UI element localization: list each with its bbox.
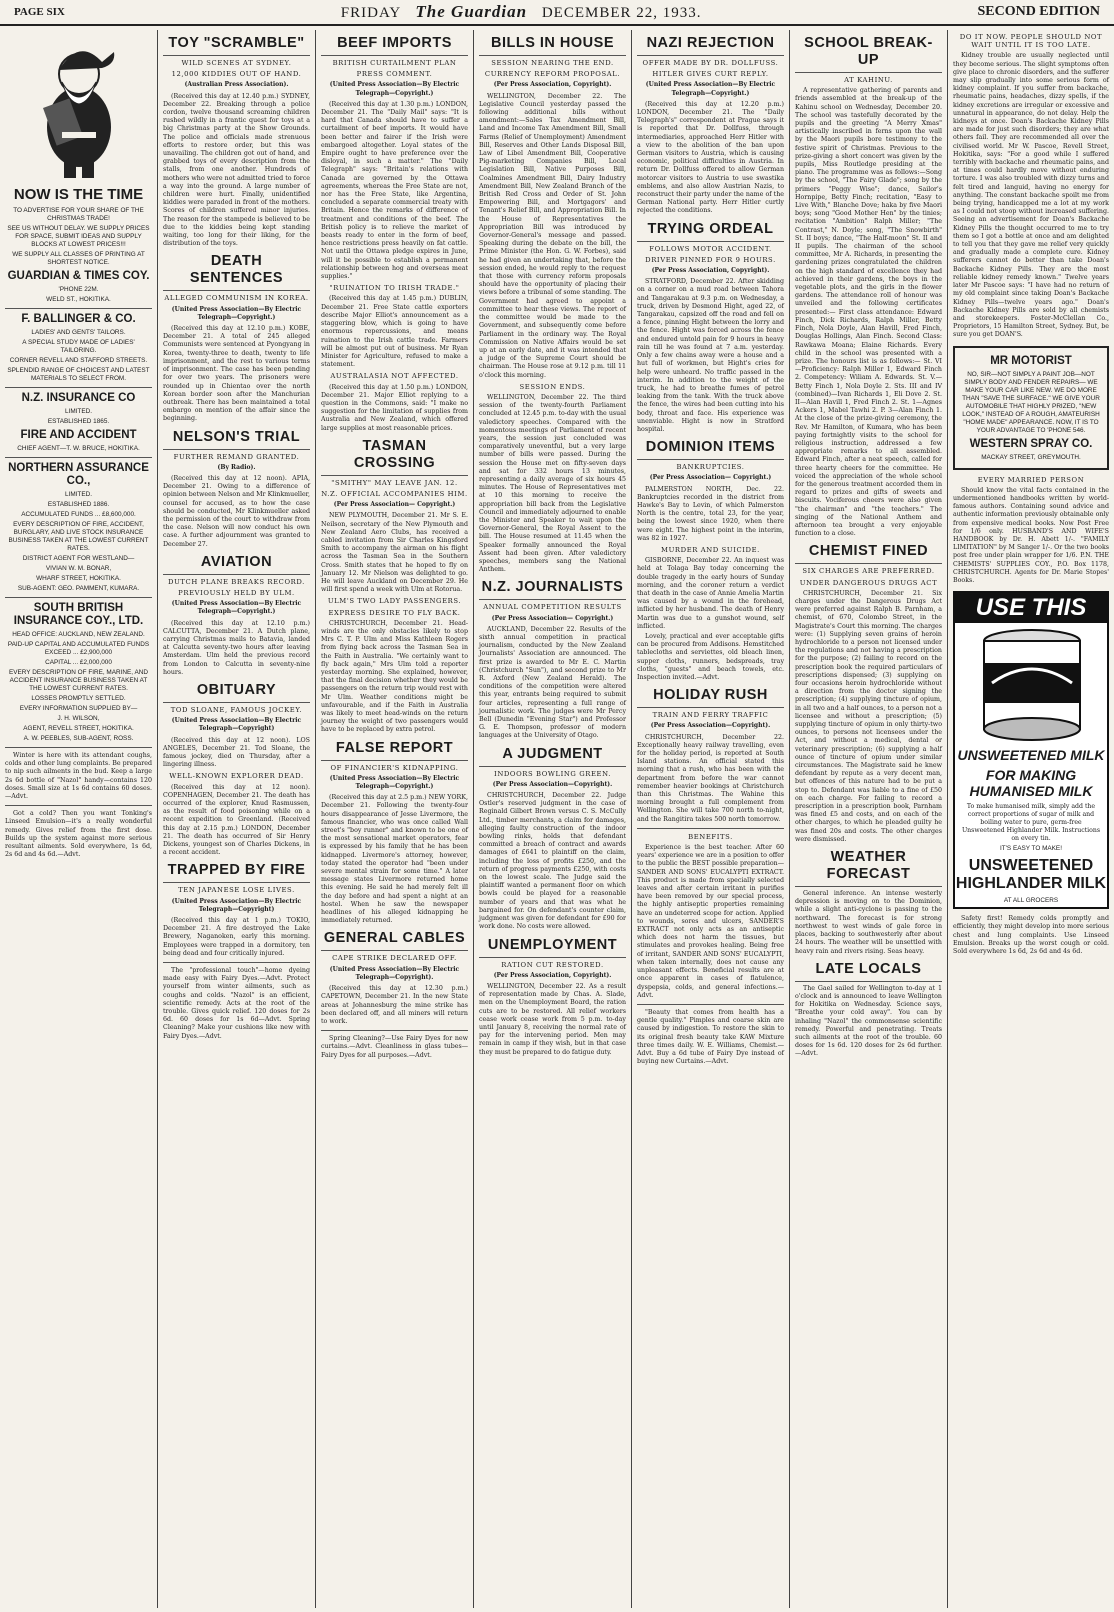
ad-milk-grocers: AT ALL GROCERS	[1003, 897, 1059, 905]
headline-weather-forecast: WEATHER FORECAST	[795, 849, 942, 887]
subhead: WILD SCENES AT SYDNEY.	[181, 59, 292, 67]
subhead: DUTCH PLANE BREAKS RECORD.	[168, 577, 305, 586]
column-4	[474, 30, 632, 1608]
article-body: WELLINGTON, December 22. The Legislative Council yesterday passed the following additional bills without amendment:—Sales Tax Amendment Bill, Land and Income Tax Amendment Bill, Small Farms (Relief of Unemployment) Amendment Bill, Reserves and Other Lands Disposal Bill, Law of Libel Amendment Bill, Cooperative Pig-marketing Companies Bill, Local Legislation Bill, Native Purposes Bill, Coalmines Amendment Bill, Dairy Industry Amendment Bill, New Zealand Branch of the British Red Cross and Order of St. John Empowering Bill, and Mortgagors' and Tenant's Relief Bill, and Appropriation Bill. In the House of Representatives the Appropriation Bill was introduced by Governor-General's message and passed. Speaking during the debate on the bill, the Prime Minister (the Hon. G. W. Forbes), said he had given an undertaking that, before the session ended, he would reply to the request that those with currency reform proposals should have the opportunity of placing their views before a tribunal of some standing. The Government had agreed to appoint a committee to hear these views. The report of the committee would be made to the Government, and subsequently come before Parliament in the ordinary way. The Royal Commission on Native Affairs would be set up at an early date, and it was intended that a judge of the Supreme Court should be chairman. The House rose at 9.12 p.m. till 11 o'clock this morning.	[479, 92, 626, 379]
subhead: BRITISH CURTAILMENT PLAN	[332, 59, 457, 67]
article-body: WELLINGTON, December 22. As a result of representation made by Chas. A. Slade, men on the Unemployment Board, the ration cuts are to be restored. All relief workers cease work cease work from 5 p.m. to-day until January 8, receiving the normal rate of pay for the intervening period. Men may remain in camp if they wish, but in that case they must be prepared to do fatigue duty.	[479, 982, 626, 1056]
ad-northern-line-4: EVERY DESCRIPTION OF FIRE, ACCIDENT, BURGLARY, AND LIVE STOCK INSURANCE BUSINESS TAKEN AT THE LOWEST CURRENT RATES.	[8, 521, 149, 552]
ad-married-person-heading: EVERY MARRIED PERSON	[977, 475, 1085, 484]
page-columns	[0, 30, 1114, 1608]
press-credit: (By Radio).	[217, 463, 256, 471]
subhead: TEN JAPANESE LOSE LIVES.	[178, 886, 295, 895]
masthead	[0, 0, 1114, 26]
subhead: HITLER GIVES CURT REPLY.	[652, 70, 769, 79]
headline-nelsons-trial: NELSON'S TRIAL	[163, 429, 310, 450]
headline-general-cables: GENERAL CABLES	[321, 930, 468, 951]
article-body: CHRISTCHURCH, December 22. Judge Ostler's reserved judgment in the case of Reginald Gilbert Brown versus C. S. McCully Ltd., timber merchants, a claim for damages, alleging faulty construction of the indoor bowling rinks, holds that defendant committed a breach of contract and awards damages of £641 to plaintiff on the claim, including the loss of profits £250, and the return of progress payments £250, with costs on the lowest scale. The Judge said the plaintiff wanted a permanent floor on which bowls could be played for a reasonable number of years and that was what he bargained for. On defendant's counter claim, judgment was given for defendant for £90 for work done. No costs were allowed.	[479, 792, 626, 931]
article-body: NEW PLYMOUTH, December 21. Mr S. E. Neilson, secretary of the New Plymouth and New Zealand Aero Clubs, has received a cabled invitation from Sir Charles Kingsford Smith to accompany the airman on his flight across the Tasman Sea in the Southern Cross. Smith states that he hoped to fly on January 12. Mr Nielson was delighted to go. He will leave Auckland on December 29. He will first spend a week with Ulm at Rotorua.	[321, 512, 468, 594]
ad-mr-motorist-title: MR MOTORIST	[990, 354, 1072, 367]
subhead: SESSION ENDS.	[519, 382, 586, 391]
advertisement-snippets: The "professional touch"—home dyeing made easy with Fairy Dyes.—Advt. Protect yourself from winter ailments, such as coughs and colds. "Nazol" is an efficient, scientific remedy. Acts at the root of the trouble. Gives quick relief. 120 doses for 2s 6d. 60 doses for 1s 6d—Advt. Spring Cleaning? Make your cushions like new with Fairy Dyes.—Advt.	[163, 967, 310, 1040]
ad-northern-line-6: VIVIAN W. M. BONAR,	[45, 565, 112, 572]
press-credit: (United Press Association—By Electric Telegraph—Copyright).	[329, 965, 460, 981]
ad-now-is-the-time-line-1: TO ADVERTISE FOR YOUR SHARE OF THE CHRISTMAS TRADE!	[13, 207, 144, 222]
ad-now-is-the-time-line-2: SEE US WITHOUT DELAY. WE SUPPLY PRICES FOR SPACE, SUBMIT IDEAS AND SUPPLY BLOCKS AT LOWEST PRICES!!!	[7, 225, 150, 248]
subhead: "SMITHY" MAY LEAVE JAN. 12.	[331, 478, 458, 487]
ad-doans-heading: DO IT NOW. PEOPLE SHOULD NOT WAIT UNTIL IT IS TOO LATE.	[959, 33, 1103, 50]
article-body: (Received this day at 12.10 p.m.) KOBE, December 21. A total of 245 alleged Communists were sentenced at Pyongyang in Korea, twenty-three to death, twenty to life imprisonment, and the rest to various terms of imprisonment. The case has been pending for over two years. The prisoners were rounded up in Chientao over the north Korean border soon after the Manchurian outbreak. There has been maintained a total embargo on mention of the affair since the beginning.	[163, 325, 310, 423]
headline-beef-imports: BEEF IMPORTS	[321, 35, 468, 56]
subhead: CURRENCY REFORM PROPOSAL.	[484, 70, 621, 79]
subhead: INDOORS BOWLING GREEN.	[494, 769, 611, 778]
ad-milk-tagline: FOR MAKING HUMANISED MILK	[969, 767, 1093, 800]
press-credit: (United Press Association—By Electric Telegraph—Copyright.)	[645, 81, 776, 97]
article-body: GISBORNE, December 22. An inquest was held at Tolaga Bay today concerning the double tragedy in the early hours of Sunday morning, and the coroner return a verdict that death in the case of Annie Amelia Martin was caused by a wound in the forehead, inflicted by her husband. The death of Henry Martin was due to a gunshot wound, self inflicted.	[637, 557, 784, 630]
ad-northern-line-3: ACCUMULATED FUNDS ... £8,600,000.	[21, 511, 136, 518]
column-2	[158, 30, 316, 1608]
ad-south-british-line-3: CAPITAL ... £2,000,000	[45, 659, 112, 666]
subhead: OFFER MADE BY DR. DOLLFUSS.	[642, 59, 779, 67]
article-body: (Received this day at 1 p.m.) TOKIO, December 21. A fire destroyed the Lake Brewery, Naganoken, early this morning. Employees were trapped in a dormitory, ten being dead and four critically injured.	[163, 917, 310, 957]
subhead: 12,000 KIDDIES OUT OF HAND.	[171, 70, 302, 79]
subhead: PREVIOUSLY HELD BY ULM.	[178, 588, 295, 597]
press-credit: (Per Press Association—Copyright).	[492, 780, 613, 788]
article-body: (Received this day at 1.45 p.m.) DUBLIN, December 21. Free State cattle exporters describe Major Elliot's announcement as a staggering blow, which is going to have enormous repercussions, and means ruination to the Irish cattle trade. Farmers will be almost put out of business. Mr Ryan Minister for Agriculture, refused to make a statement.	[321, 295, 468, 369]
ad-linseed-emulsion: Safety first! Remedy colds promptly and efficiently, they might develop into more serious chest and lung complaints. Use Linseed Emulsion. Breaks up the worst cough or cold. Sold everywhere 1s 6d, 2s 6d and 4s 6d.	[953, 915, 1109, 955]
press-credit: (Per Press Association—Copyright).	[650, 722, 771, 730]
headline-obituary: OBITUARY	[163, 682, 310, 703]
subhead: BENEFITS.	[688, 832, 733, 841]
advertisement-snippets: Spring Cleaning?—Use Fairy Dyes for new curtains.—Advt. Cleanliness in glass tubes—Fairy Dyes for all purposes.—Advt.	[321, 1035, 468, 1059]
column-5	[632, 30, 790, 1608]
subhead: AUSTRALASIA NOT AFFECTED.	[330, 372, 459, 381]
article-body: The Gael sailed for Wellington to-day at 1 o'clock and is announced to leave Wellington for Hokitika on Wednesday. Science says, "Breathe your cold away". You can by inhaling "Nazol" the commonsense scientific remedy. Powerful and penetrating. Treats such ailments at the root of the trouble. 60 doses for 1s 6d. 120 doses for 2s 6d further.—Advt.	[795, 984, 942, 1058]
ad-milk-body: To make humanised milk, simply add the correct proportions of sugar of milk and boiling water to pure, germ-free Unsweetened Highlander Milk. Instructions on every tin.	[961, 803, 1101, 843]
ad-now-is-the-time-line-3: WE SUPPLY ALL CLASSES OF PRINTING AT SHORTEST NOTICE.	[12, 251, 145, 266]
masthead-center	[341, 2, 702, 22]
ad-nz-insurance-line-2: ESTABLISHED 1865.	[47, 418, 110, 425]
subhead: DRIVER PINNED FOR 9 HOURS.	[645, 255, 776, 264]
column-3	[316, 30, 474, 1608]
ad-south-british-title: SOUTH BRITISH INSURANCE COY., LTD.	[13, 602, 144, 627]
subhead: UNDER DANGEROUS DRUGS ACT	[799, 578, 938, 587]
subhead: BANKRUPTCIES.	[676, 463, 745, 472]
press-credit: (Per Press Association, Copyright).	[493, 81, 612, 89]
column-7	[948, 30, 1114, 1608]
subhead: N.Z. OFFICIAL ACCOMPANIES HIM.	[321, 489, 468, 498]
press-credit: (Per Press Association— Copyright.)	[333, 501, 456, 509]
headline-late-locals: LATE LOCALS	[795, 961, 942, 982]
subhead: SESSION NEARING THE END.	[491, 59, 614, 67]
advertisement-benefits: Experience is the best teacher. After 60 years' experience we are in a position to offer to the public the BEST possible preparation—SANDER AND SONS' EUCALYPTI EXTRACT. This product is made from specially selected leaves and after certain irritant in purifies have been removed by our special process, the highly antiseptic properties remaining have an undeterred scope for action. Applied to wounds, sores and ulcers, SANDER'S EXTRACT not only acts as an antiseptic which does not harm the tissues, but stimulates and provokes healing. Being free of irritant, SANDER AND SONS' EUCALYPTI, when taken internally, does not cause any unpleasant effects. Beneficial results are at once apparent in cases of flatulence, dyspepsia, colds, and general infections.—Advt.	[637, 844, 784, 999]
press-credit: (United Press Association—By Electric Telegraph—Copyright.)	[171, 600, 302, 616]
subhead: TOD SLOANE, FAMOUS JOCKEY.	[170, 705, 303, 714]
article-body: (Received this day at 12.20 p.m.) LONDON, December 21. The "Daily Telegraph's" correspondent at Prague says it is reported that Dr. Dollfuss, through intermediaries, approached Herr Hitler with a view to the abolition of the ban upon German visitors to Austria, which is causing economic, political difficulties in Austria. In return Dr. Dollfuss offered to allow German motorcar visitors to Austria to use swastika emblems, and also allow Austrian Nazis, to reconstruct their party under the name of the German National party. Herr Hitler curtly rejected the conditions.	[637, 100, 784, 215]
headline-nz-journalists: N.Z. JOURNALISTS	[479, 579, 626, 600]
ad-south-british-line-5: LOSSES PROMPTLY SETTLED.	[31, 695, 126, 702]
advertisement-snippet: Lovely, practical and ever acceptable gifts can be procured from Addisons. Hemstitched tablecloths and serviettes, old bleach linen, supper cloths, runners, bedspreads, tray cloths, "guests" and beach towels, etc. Inspection invited.—Advt.	[637, 632, 784, 681]
ad-south-british-line-2: PAID-UP CAPITAL AND ACCUMULATED FUNDS EXCEED ... £2,900,000	[7, 641, 150, 656]
newspaper-title: The Guardian	[415, 2, 528, 21]
headline-trapped-by-fire: TRAPPED BY FIRE	[163, 862, 310, 883]
article-body: (Received this day at 1.30 p.m.) LONDON, December 21. The "Daily Mail" says: "It is hard that Canada should have to suffer a curtailment of beef imports. It would have been better and fairer if the Irish were embargoed altogether. Loyal states of the Empire ought to have preference over the disloyal, in such a matter." The "Daily Telegraph" says: "Britain's relations with Canada are governed by the Ottawa agreements, whereas the Free State are not, nor has the Free State, like Argentina, concluded a separate commercial treaty with Britain. Hence the remarks of difference of treatment and conditions of the beef. The British policy is to relieve the market of beasts ready to enter in the form of beef, hence restrictions press heavily on fat cattle. Not until the Ottawa pledge expires in June, will it be possible to establish a permanent relationship between hog and overseas meat supplies."	[321, 100, 468, 281]
headline-school-break-up: SCHOOL BREAK-UP	[795, 35, 942, 73]
subhead: FOLLOWS MOTOR ACCIDENT.	[649, 244, 772, 253]
ad-south-british-line-6: EVERY INFORMATION SUPPLIED BY—	[19, 705, 138, 712]
ad-western-spray-address: MACKAY STREET, GREYMOUTH.	[981, 453, 1081, 461]
ad-nz-insurance-line-4: CHIEF AGENT—T. W. BRUCE, HOKITIKA.	[17, 445, 140, 452]
masthead-date: DECEMBER 22, 1933.	[541, 5, 702, 21]
article-body: CHRISTCHURCH, December 22. Exceptionally heavy railway travelling, even for the holiday period, is reported at South Island stations. An official stated this morning that a rush, who has been with the department from before the war cannot remember heavier bookings at Christchurch than this Christmas. The Wahine this morning brought a full complement from Wellington. She will take 700 north to-night, and the Rangitira takes 500 north tomorrow.	[637, 733, 784, 823]
article-body: (Received this day at 12 noon). COPENHAGEN, December 21. The death has occurred of the explorer, Knud Rasmussen, as the result of food poisoning while on a recent expedition to Greenland. (Received this day at 2.15 p.m.) LONDON, December 21. The death has occurred of Sir Henry Dickens, youngest son of Charles Dickens, in a recent accident.	[163, 783, 310, 857]
press-credit: (Per Press Association— Copyright.)	[491, 614, 614, 622]
headline-nazi-rejection: NAZI REJECTION	[637, 35, 784, 56]
ad-northern-line-1: LIMITED.	[65, 491, 92, 498]
article-body: A representative gathering of parents and friends assembled at the break-up of the Kahinu school on Wednesday, December 20. The school was tastefully decorated by the pupils and the greeting "A Merry Xmas" artistically inscribed in ferns upon the wall by the Maori pupils bore testimony to the festive spirit of Christmas. Previous to the prize-giving a short concert was given by the pupils, Miss Routledge presiding at the piano. The programme was as follows:—Song by the school, "The Fairy Glade"; song by the primers "Peggy Wise"; dance, Sailor's Hornpipe, Betty Finch; recitation, "Easy to Live With," Blanche Dove; haka by five Maori boys; song "Good Mother Hen" by the tinies; recitation "Ambition" Ralph Miller; "The Contrast," N. Doyle; song, "The Snowbirth" St. II boys; dance, "The Half-moon" St. II and II pupils. The chairman of the school committee, Mr A. Richards, in presenting the gardening prizes congratulated the children on the high standard of excellence they had achieved in their gardens, the boys in the vegetable plots, and the girls in the flower gardens. The attendance roll of honour was unveiled and the following certificates presented:— First class attendance: Edward Finch, Dick Richards, Ralph Miller, Betty Finch, Nola Doyle, Alan Havill, Fred Finch, Douglas Hollings, Alan Finch. Second Class: Rawkawa Moana; Elaine Richards. Every child in the school was presented with a prize. The honours list is as follows:— St. VI—Proficiency: Ralph Miller 1, Edward Finch 2. Competency: Wiliam A. Edwards. St. V.—Betty Finch 1, Nola Doyle 2. Sts. III and IV (combined)—Ivan Richards 1, Eli Dove 2. St. II—Alan Havill 1, Fred Finch 2. St. 1—Agnes Ackers 1, Mabel Tawhi 2. P. 3—Alan Finch 1. At the close of the prize-giving ceremony, the Rev. Mr Hamilton, of Kumara, who has been paying fortnightly visits to the school for religious instruction, addressed a few appropriate remarks to all assembled. Edward Finch, after a neat speech, called for three hearty cheers for the committee. He voiced the appreciation of the whole school for the generous treatment accorded them in regard to prizes and gifts of sweets and biscuits. Vociferous cheers were also given "the chairman" and "the teachers." The singing of the National Anthem and afternoon tea brought a very enjoyable function to a close.	[795, 87, 942, 538]
ad-ballinger-line-1: LADIES' AND GENTS' TAILORS.	[31, 329, 126, 336]
article-body: (Received this day at 12.30 p.m.) CAPETOWN, December 21. In the new State areas at Johannesburg the mine strike has been declared off, and all miners will return to work.	[321, 985, 468, 1025]
edition-label: SECOND EDITION	[977, 4, 1100, 19]
subhead: "RUINATION TO IRISH TRADE."	[329, 284, 460, 293]
ad-doans-body: Kidney trouble are usually neglected until they become serious. The slight symptoms often give place to chronic disorders, and the sufferer may slip gradually into some serious form of kidney complaint. If you suffer from backache, rheumatic pains, headaches, dizzy spells, if the kidney excretions are irregular or excessive and unnatural in appearance, do not delay. Help the kidneys at once. Doan's Backache Kidney Pills are made for just such disorders; they are what others fail. They are recommended all over the civilised world. Mr W. Pascoe, Revell Street, Hokitika, says: "For a good while I suffered terribly with backache and rheumatic pains, and at times could hardly move without enduring torture. I was also troubled with dizzy turns and felt tired and languid, having no energy for anything. The constant backache spoilt me from being trying, handicapped me a lot at my work as I could not stoop without increased suffering. Seeing an advertisement for Doan's Backache Kidney Pills the thought occurred to me to try them so I got a bottle at once and am delighted to tell you that they gave me relief very quickly and gradually made a complete cure. Kidney sufferers cannot do better than take Doan's Backache Kidney Pills. They are the most reliable kidney remedy known." Twelve years later Mr Pascoe says: "I have had no return of my old complaint since taking Doan's Backache Kidney Pills—twelve years ago." Doan's Backache Kidney Pills are sold by all chemists and storekeepers. Foster-McClellan Co., Proprietors, 15 Hamilton Street, Sydney. But, be sure you get DOAN'S.	[953, 52, 1109, 339]
subhead: WELL-KNOWN EXPLORER DEAD.	[169, 772, 304, 781]
article-body: AUCKLAND, December 22. Results of the sixth annual competition in practical journalism, conducted by the New Zealand Journalists' Association are announced. The first prize is awarded to Mr E. C. Martin (Christchurch "Sun"), and second prize to Mr R. Axford (New Zealand Herald). The conditions of the competition were altered this year, entrants being required to submit four articles, representing a full range of journalistic work. The judges were Mr Percy Bell (Dunedin "Evening Star") and Professor G. E. Thompson, professor of modern languages at the University of Otago.	[479, 625, 626, 740]
advertisement-snippets: "Beauty that comes from health has a gentle quality." Pimples and coarse skin are caused by indigestion. To restore the skin to its original fresh beauty take KAW Mixture three times daily. W. E. Williams, Chemist.—Advt. Buy a 6d tube of Fairy Dye instead of buying new Curtains.—Advt.	[637, 1008, 784, 1066]
headline-bills-in-house: BILLS IN HOUSE	[479, 35, 626, 56]
article-body: (Received this day at 12 noon). LOS ANGELES, December 21. Tod Sloane, the famous jockey, died on Thursday, after a lingering illness.	[163, 736, 310, 769]
subhead: PRESS COMMENT.	[356, 70, 433, 79]
ad-ballinger-line-3: CORNER REVELL AND STAFFORD STREETS.	[9, 357, 148, 364]
ad-nz-insurance-line-3: FIRE AND ACCIDENT	[20, 429, 137, 441]
ad-northern-line-7: WHARF STREET, HOKITIKA.	[36, 575, 121, 582]
article-body: (Received this day at 12.40 p.m.) SYDNEY, December 22. Breaking through a police cordon, twelve thousand screaming children rushed wildly in a frantic quest for toys at a big Christmas party at the Show Grounds. The police and officials made strenuous efforts to restore order, but this was unavailing. The children got out of hand, and grabbed toys of every description from the stalls, from one another. Hundreds of mothers who were not admitted tried to force a way into the ground. A large number of children were hurt. Finally, unidentified kiddies were paraded in front of the mothers. Scores of children suffered minor injuries. The reason for the stampede is believed to be due to the kiddies being kept standing waiting, too long for their liking, for the distribution of the toys.	[163, 92, 310, 248]
article-body: (Received this day at 12 noon). APIA, December 21. Owing to a difference of opinion between Nelson and Mr Klinkmueller, counsel for accused, as to how the case should be conducted, Mr Klinkmueller asked the permission of the court to withdraw from the case. Nelson will now conduct his own case. A further adjournment was granted to December 27.	[163, 474, 311, 548]
ad-ballinger-title: F. BALLINGER & CO.	[21, 313, 136, 325]
headline-aviation: AVIATION	[163, 554, 310, 575]
article-body: (Received this day at 2.5 p.m.) NEW YORK, December 21. Following the twenty-four hours disappearance of Jesse Livermore, the famous financier, who was once called Wall street's "boy runner" and known to be one of the most sensational market operators, fear is expressed by his family that he has been kidnapped. Livermore's attorney, however, today stated the operator had "been under severe mental strain for some time." A later message states Livermore returned home this evening. He said he had merely felt ill the day before and had spent a night at an hostel. When he saw the newspaper headlines of his alleged kidnapping he immediately returned.	[321, 794, 468, 925]
press-credit: (United Press Association—By Electric Telegraph—Copyright.)	[171, 305, 302, 321]
ad-ballinger-line-4: SPLENDID RANGE OF CHOICEST AND LATEST MATERIALS TO SELECT FROM.	[7, 367, 150, 382]
press-credit: (Per Press Association, Copyright).	[651, 267, 770, 275]
ad-milk-brand: UNSWEETENED HIGHLANDER MILK	[955, 857, 1107, 893]
headline-holiday-rush: HOLIDAY RUSH	[637, 687, 784, 708]
headline-unemployment: UNEMPLOYMENT	[479, 937, 626, 958]
ad-south-british-line-7: J. H. WILSON,	[57, 715, 100, 722]
press-credit: (United Press Association—By Electric Telegraph—Copyright)	[171, 717, 302, 733]
ad-guardian-times-phone: 'PHONE 22M.	[58, 286, 99, 293]
article-body: WELLINGTON, December 22. The third session of the twenty-fourth Parliament concluded at 12.45 p.m. to-day with the usual valedictory speeches. Compared with the momentous meetings of Parliament of recent years, the session just concluded was comparatively uneventful, but a very large number of bills were passed. During the session the House met on fifty-seven days and sat for 332 hours 13 minutes, representing a daily average of six hours 45 minutes. The House of Representatives met at 10 this morning to receive the appropriation bill back from the Legislative Council and immediately adjourned to enable the Minister and Speaker to wait upon the Governor-General, the Royal Assent to the bill. The House resumed at 11.45 when the Speaker formally announced the Royal Assent had been given. After valedictory speeches, members sang the National Anthem.	[479, 393, 626, 574]
ad-nz-insurance-title: N.Z. INSURANCE CO	[21, 392, 136, 404]
ad-milk-use-this: USE THIS	[955, 593, 1107, 623]
subhead: OF FINANCIER'S KIDNAPPING.	[330, 763, 459, 772]
article-body: General inference. An intense westerly depression is moving on to the Dominion, while a slight anti-cyclone is passing to the northward. The forecast is for strong northwest to west winds of gale force in places, backing to southwesterly after about 24 hours. The weather will be unsettled with heavy rain and rivers rising. Seas heavy.	[795, 890, 942, 955]
subhead: ULM'S TWO LADY PASSENGERS.	[327, 597, 462, 606]
ad-nz-insurance-line-1: LIMITED.	[65, 408, 92, 415]
ad-nazol-text: Winter is here with its attendant coughs, colds and other lung complaints. Be prepared to nip such ailments in the bud. Keep a large 2s 6d bottle of "Nazol" handy—contains 120 doses. Small size at 1s 6d contains 60 doses.—Advt.	[5, 752, 152, 801]
article-body: PALMERSTON NORTH, Dec. 22. Bankruptcies recorded in the district from Hawke's Bay to Levin, of which Palmerston North is the centre, total 23, for the year, being the lowest since 1920, when there were eight. The highest point in the interim, was 82 in 1927.	[637, 485, 784, 542]
ad-milk-easy: IT'S EASY TO MAKE!	[1000, 845, 1062, 853]
article-body: (Received this day at 12.10 p.m.) CALCUTTA, December 21. A Dutch plane, carrying Christmas mails to Batavia, landed at Calcutta seventy-two hours after leaving Amsterdam. Ulm held the previous record from London to Calcutta in seventy-nine hours.	[163, 619, 310, 676]
page-number: PAGE SIX	[14, 6, 65, 18]
press-credit: (United Press Association—By Electric Telegraph—Copyright)	[171, 897, 302, 913]
press-credit: (United Press Association—By Electric Telegraph—Copyright.)	[329, 81, 460, 97]
article-body: CHRISTCHURCH, December 21. Head-winds are the only obstacles likely to stop Mrs C. T. P. Ulm and Miss Kathleen Rogers from flying back across the Tasman Sea in the Faith in Australia. "We certainly want to fly back again," Mrs Ulm told a reporter yesterday morning. She explained, however, that the final decision whether they would be passengers on the return trip would rest with Mr Ulm. Weather conditions might be unfavourable, and if the Faith in Australia was likely to meet head-winds on the return journey the weight of two passengers would have to be replaced by extra petrol.	[321, 619, 468, 734]
press-credit: (Per Press Association, Copyright).	[493, 971, 612, 979]
subhead: RATION CUT RESTORED.	[501, 960, 604, 969]
ad-south-british-line-1: HEAD OFFICE: AUCKLAND, NEW ZEALAND.	[12, 631, 145, 638]
ad-south-british-line-9: A. W. PEEBLES, SUB-AGENT, ROSS.	[23, 735, 134, 742]
subhead: AT KAHINU.	[844, 76, 893, 84]
santa-claus-illustration	[24, 32, 134, 182]
ad-highlander-milk	[953, 591, 1109, 909]
column-1	[0, 30, 158, 1608]
ad-northern-line-5: DISTRICT AGENT FOR WESTLAND—	[22, 555, 135, 562]
ad-northern-line-2: ESTABLISHED 1886.	[47, 501, 110, 508]
headline-a-judgment: A JUDGMENT	[479, 746, 626, 767]
subhead: CAPE STRIKE DECLARED OFF.	[332, 954, 457, 963]
press-credit: (United Press Association—By Electric Telegraph—Copyright.)	[329, 774, 460, 791]
ad-now-is-the-time-title: NOW IS THE TIME	[13, 186, 144, 203]
ad-ballinger-line-2: A SPECIAL STUDY MADE OF LADIES' TAILORING.	[22, 339, 135, 354]
article-body: CHRISTCHURCH, December 21. Six charges under the Dangerous Drugs Act were preferred against Ralph B. Parnham, a chemist, of 670, Colombo Street, in the Magistrate's Court this morning. The charges were: (1) Supplying seven grains of heroin hydrochloride to a person not licensed under the regulations and not having a prescription for the purpose; (2) failing to record on the prescription book the required particulars of prescriptions dispensed; (3) supplying on four occasions heroin hydrochloride without a direction from the doctor signing the prescription; (4) supplying tincture of opium, in all two and a half ounces, to a person not a licensee and without a prescription; (5) supplying tincture of opium in only thirty-two ounces, to persons not licensees under the Act, and without a medical, dental or veterinary prescription; (6) supplying a half ounce of tincture of opium under similar circumstances. The Magistrate said he knew defendant by repute as a very decent man, but offences of this nature had to be put a stop to. Defendant was liable to a fine of £50 on each charge. For failing to record a prescription in a prescription book, Parnham was fined £5 and costs, and on each of the other charges, to which he pleaded guilty he was fined 20s and costs. The other charges were dismissed.	[795, 589, 942, 843]
headline-dominion-items: DOMINION ITEMS	[637, 439, 784, 460]
headline-chemist-fined: CHEMIST FINED	[795, 543, 942, 564]
article-body: (Received this day at 1.50 p.m.) LONDON, December 21. Major Elliot replying to a question in the Commons, said: "I make no suggestion for the limitation of supplies from Australia and New Zealand, which offered large supplies at most reasonable prices.	[321, 383, 468, 432]
ad-linseed-text: Got a cold? Then you want Tonking's Linseed Emulsion—it's a really wonderful remedy. Gives relief from the first dose. Builds up the system against more serious resultant ailments. Sold everywhere, 1s 6d, 2s 6d and 4s 6d.—Advt.	[5, 810, 152, 859]
ad-northern-assurance-title: NORTHERN ASSURANCE CO.,	[8, 462, 149, 487]
ad-milk-label: UNSWEETENED MILK	[957, 747, 1105, 764]
ad-western-spray-title: WESTERN SPRAY CO.	[969, 437, 1093, 450]
subhead: ALLEGED COMMUNISM IN KOREA.	[164, 294, 309, 303]
headline-false-report: FALSE REPORT	[321, 740, 468, 761]
ad-south-british-line-4: EVERY DESCRIPTION OF FIRE, MARINE, AND ACCIDENT INSURANCE BUSINESS TAKEN AT THE LOWEST CURRENT RATES.	[9, 669, 148, 692]
ad-guardian-times-address: WELD ST., HOKITIKA.	[46, 296, 111, 303]
subhead: TRAIN AND FERRY TRAFFIC	[652, 711, 769, 720]
subhead: FURTHER REMAND GRANTED.	[173, 452, 300, 461]
milk-tin-icon	[955, 625, 1109, 743]
subhead: MURDER AND SUICIDE.	[661, 545, 760, 554]
headline-toy-scramble: TOY "SCRAMBLE"	[163, 35, 310, 56]
ad-northern-line-8: SUB-AGENT: GEO. PAMMENT, KUMARA.	[17, 585, 140, 592]
headline-tasman-crossing: TASMAN CROSSING	[321, 438, 468, 476]
subhead: EXPRESS DESIRE TO FLY BACK.	[328, 608, 461, 617]
ad-mr-motorist	[953, 346, 1109, 470]
headline-death-sentences: DEATH SENTENCES	[163, 253, 310, 291]
subhead: SIX CHARGES ARE PREFERRED.	[802, 567, 935, 576]
ad-married-person-body: Should know the vital facts contained in the undermentioned handbooks written by world-famous authors. Containing sound advice and authentic information previously obtainable only from expensive medical books. Now Post Free for 1/6 only. HUSBAND'S AND WIFE'S HANDBOOK by Dr. H. Abett 1/-. "FAMILY LIMITATION" by M Sanger 1/-. Or the two books post free under plain wrapper for 1/6. P.N. THE CHEMISTS' SUPPLIES COY., P.O. Box 1178, CHRISTCHURCH. Agents for Dr. Marie Stopes' Books.	[953, 486, 1109, 584]
ad-mr-motorist-body: NO, SIR—NOT SIMPLY A PAINT JOB—NOT SIMPLY BODY AND FENDER REPAIRS— WE MAKE YOUR CAR LIKE NEW. WE DO MORE THAN "SAVE THE SURFACE." WE GIVE YOUR AUTOMOBILE THAT HIGHLY PRIZED, "NEW LOOK," INSTEAD OF A ROUGH, AMATEURISH "HOME MADE" APPEARANCE. NOW, IT IS TO YOUR ADVANTAGE TO 'PHONE 546.	[962, 370, 1100, 434]
subhead: ANNUAL COMPETITION RESULTS	[483, 603, 622, 612]
headline-trying-ordeal: TRYING ORDEAL	[637, 221, 784, 242]
article-body: STRATFORD, December 22. After skidding on a corner on a mud road between Tahora and Tangarakau at 9.3 p.m. on Wednesday, a truck, driven by Desmond Hight, aged 22, of Tangarakau, capsized off the road and fell on a fence, pinning Hight between the lorry and the fence. Hight was forced across the fence and endured untold pain for 9 hours in heavy rain till he was found at 7 a.m. yesterday. Only a few chains away were a house and a hut full of workmen, but Hight's cries for help were unheard. No traffic passed in the interim. In addition to the weight of the truck, he had to breathe fumes of petrol leaking from the tank. With the truck above the fence, the wires had been cutting into his body, throat and face. His experience was unenviable. Hight is now in Stratford hospital.	[637, 278, 784, 433]
ad-south-british-line-8: AGENT, REVELL STREET, HOKITIKA.	[23, 725, 134, 732]
ad-guardian-times-title: GUARDIAN & TIMES COY.	[7, 270, 150, 282]
masthead-day: FRIDAY	[340, 5, 401, 21]
press-credit: (Per Press Association— Copyright.)	[649, 474, 772, 482]
press-credit: (Australian Press Association).	[184, 81, 289, 89]
column-6	[790, 30, 948, 1608]
